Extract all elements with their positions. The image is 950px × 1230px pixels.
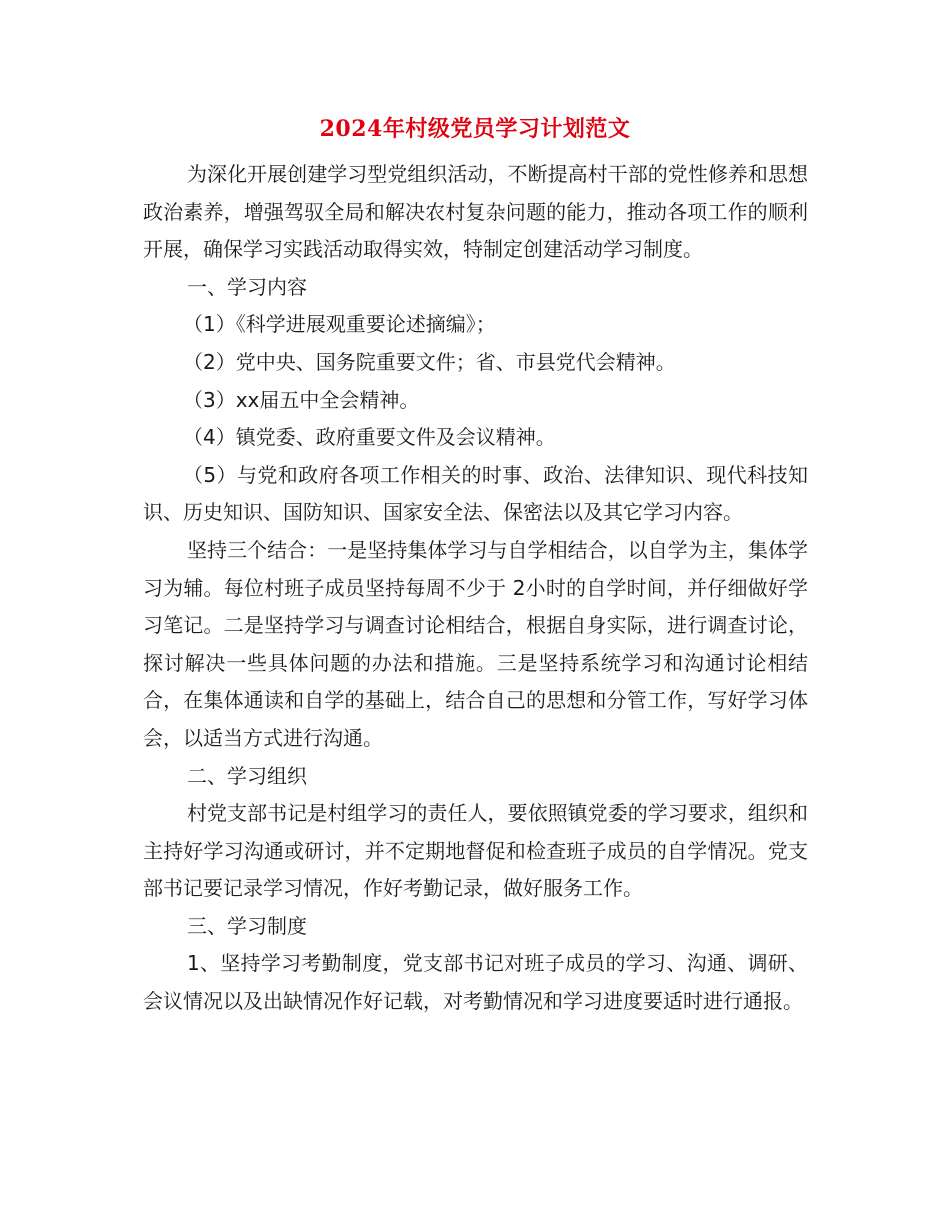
document-body [143,156,808,1021]
body-paragraph: 坚持三个结合：一是坚持集体学习与自学相结合，以自学为主，集体学习为辅。每位村班子成员坚持每周不少于 2小时的自学时间，并仔细做好学习笔记。二是坚持学习与调查讨论相结合，根据自身实际，进行调查讨论，探讨解决一些具体问题的办法和措施。三是坚持系统学习和沟通讨论相结合，在集体通读和自学的基础上，结合自己的思想和分管工作，写好学习体会，以适当方式进行沟通。 [143,537,808,750]
list-item: （2）党中央、国务院重要文件；省、市县党代会精神。 [183,349,676,374]
list-item: （1）《科学进展观重要论述摘编》； [183,312,496,337]
body-paragraph: 村党支部书记是村组学习的责任人，要依照镇党委的学习要求，组织和主持好学习沟通或研讨，并不定期地督促和检查班子成员的自学情况。党支部书记要记录学习情况，作好考勤记录，做好服务工作。 [143,801,808,901]
document-title: 2024年村级党员学习计划范文 [319,116,631,142]
section-heading-study-content: 一、学习内容 [187,274,307,299]
section-heading-study-organization: 二、学习组织 [187,763,307,788]
intro-paragraph: 为深化开展创建学习型党组织活动，不断提高村干部的党性修养和思想政治素养，增强驾驭全局和解决农村复杂问题的能力，推动各项工作的顺利开展，确保学习实践活动取得实效，特制定创建活动学习制度。 [143,162,808,262]
list-item: （3）xx届五中全会精神。 [183,387,420,412]
list-item: （5）与党和政府各项工作相关的时事、政治、法律知识、现代科技知识、历史知识、国防知识、国家安全法、保密法以及其它学习内容。 [143,462,808,525]
list-item: （4）镇党委、政府重要文件及会议精神。 [183,425,556,450]
section-heading-study-system: 三、学习制度 [187,913,307,938]
body-paragraph: 1、坚持学习考勤制度，党支部书记对班子成员的学习、沟通、调研、会议情况以及出缺情况作好记载，对考勤情况和学习进度要适时进行通报。 [143,951,808,1014]
